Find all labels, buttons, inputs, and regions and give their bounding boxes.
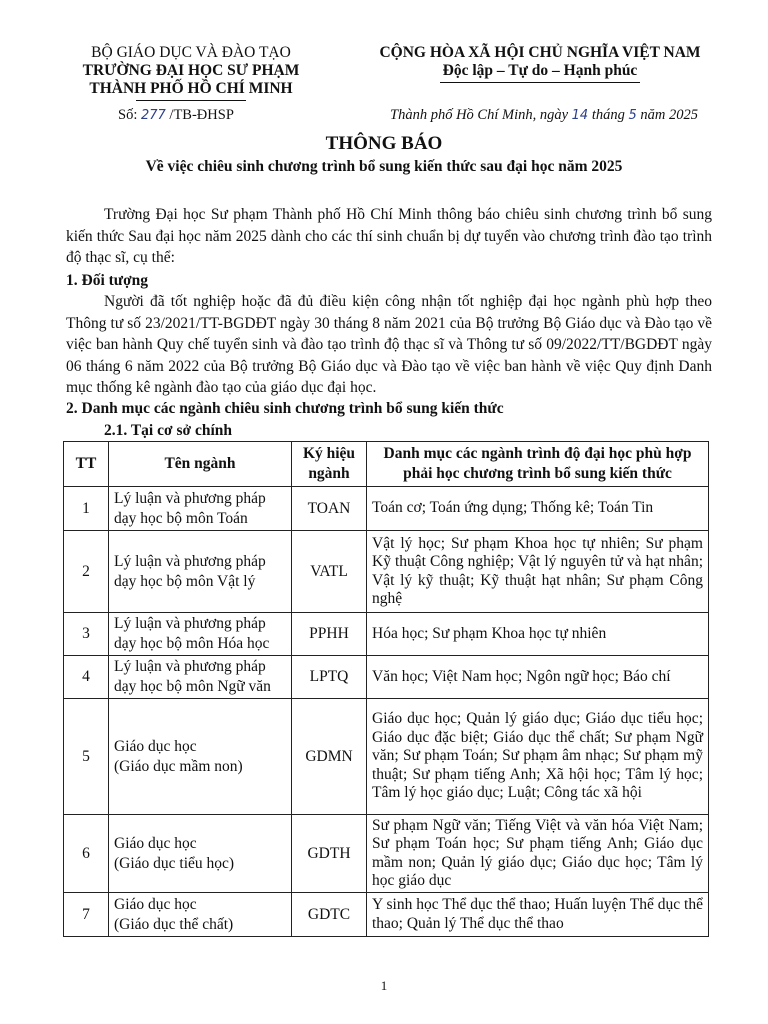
header-tt: TT bbox=[64, 442, 109, 487]
date-month-word: tháng bbox=[591, 107, 625, 123]
major-name-line1: Giáo dục học bbox=[114, 895, 197, 913]
issuer-block bbox=[46, 44, 336, 101]
document-title: THÔNG BÁO bbox=[325, 133, 443, 154]
row-major-name bbox=[109, 656, 292, 699]
row-tt: 5 bbox=[64, 699, 109, 815]
date-year: năm 2025 bbox=[640, 107, 698, 123]
ministry-name: BỘ GIÁO DỤC VÀ ĐÀO TẠO bbox=[91, 44, 291, 61]
header-code-line1: Ký hiệu bbox=[302, 445, 356, 462]
row-related-majors: Sư phạm Ngữ văn; Tiếng Việt và văn hóa Việt Nam; Sư phạm Toán học; Sư phạm tiếng Anh; Giáo dục mầm non; Quản lý giáo dục; Giáo dục học; Tâm lý học giáo dục bbox=[367, 815, 709, 893]
school-name-line1: TRƯỜNG ĐẠI HỌC SƯ PHẠM bbox=[82, 62, 300, 79]
section2-1-heading: 2.1. Tại cơ sở chính bbox=[104, 422, 232, 439]
section1-paragraph: Người đã tốt nghiệp hoặc đã đủ điều kiện công nhận tốt nghiệp đại học ngành phù hợp theo Thông tư số 23/2021/TT-BGDĐT ngày 30 tháng 8 năm 2021 của Bộ trưởng Bộ Giáo dục và Đào tạo về việc ban hành Quy chế tuyển sinh và đào tạo trình độ thạc sĩ và Thông tư số 09/2022/TT/BGDĐT ngày 06 tháng 6 năm 2022 của Bộ trưởng Bộ Giáo dục và Đào tạo về việc ban hành về việc Quy định Danh mục thống kê ngành đào tạo của giáo dục đại học. bbox=[66, 293, 712, 396]
row-major-code: GDTH bbox=[292, 815, 367, 893]
doc-number-prefix: Số: bbox=[118, 107, 138, 123]
row-major-code: GDTC bbox=[292, 893, 367, 937]
row-tt: 4 bbox=[64, 656, 109, 699]
major-name-line1: Giáo dục học bbox=[114, 834, 197, 852]
row-related-majors: Văn học; Việt Nam học; Ngôn ngữ học; Báo chí bbox=[367, 656, 709, 699]
row-major-code: VATL bbox=[292, 531, 367, 613]
school-name-line2: THÀNH PHỐ HỒ CHÍ MINH bbox=[89, 80, 293, 97]
table-row bbox=[64, 893, 709, 937]
major-name-line1: Giáo dục học bbox=[114, 737, 197, 755]
table-row bbox=[64, 531, 709, 613]
row-related-majors: Hóa học; Sư phạm Khoa học tự nhiên bbox=[367, 613, 709, 656]
major-name-line2: (Giáo dục mầm non) bbox=[114, 757, 243, 775]
page-number: 1 bbox=[380, 978, 388, 993]
doc-number-suffix: /TB-ĐHSP bbox=[169, 107, 234, 123]
major-name-line1: Lý luận và phương pháp bbox=[114, 658, 266, 675]
major-name-line1: Lý luận và phương pháp bbox=[114, 552, 266, 570]
national-header-block bbox=[350, 44, 730, 83]
row-major-name bbox=[109, 531, 292, 613]
table-row bbox=[64, 815, 709, 893]
date-month-handwritten: 5 bbox=[628, 108, 637, 123]
row-related-majors: Y sinh học Thể dục thể thao; Huấn luyện Thể dục thể thao; Quản lý Thể dục thể thao bbox=[367, 893, 709, 937]
row-major-code: LPTQ bbox=[292, 656, 367, 699]
header-list-line1: Danh mục các ngành trình độ đại học phù hợp bbox=[383, 445, 692, 462]
major-name-line2: dạy học bộ môn Vật lý bbox=[114, 572, 256, 590]
table-header-row bbox=[64, 442, 709, 487]
doc-number-handwritten: 277 bbox=[140, 108, 166, 123]
row-tt: 3 bbox=[64, 613, 109, 656]
header-list-line2: phải học chương trình bổ sung kiến thức bbox=[403, 465, 672, 482]
table-row bbox=[64, 656, 709, 699]
document-subtitle: Về việc chiêu sinh chương trình bổ sung kiến thức sau đại học năm 2025 bbox=[145, 158, 623, 175]
row-major-code: TOAN bbox=[292, 487, 367, 531]
header-code-line2: ngành bbox=[308, 465, 350, 482]
header-major-name: Tên ngành bbox=[109, 442, 292, 487]
country-name: CỘNG HÒA XÃ HỘI CHỦ NGHĨA VIỆT NAM bbox=[379, 44, 701, 61]
row-major-name bbox=[109, 815, 292, 893]
issue-date bbox=[390, 107, 698, 124]
date-place: Thành phố Hồ Chí Minh, ngày bbox=[390, 107, 569, 123]
major-name-line2: (Giáo dục thể chất) bbox=[114, 915, 234, 933]
date-day-handwritten: 14 bbox=[571, 108, 589, 123]
major-name-line1: Lý luận và phương pháp bbox=[114, 615, 266, 632]
row-tt: 2 bbox=[64, 531, 109, 613]
table-row bbox=[64, 487, 709, 531]
intro-paragraph: Trường Đại học Sư phạm Thành phố Hồ Chí Minh thông báo chiêu sinh chương trình bổ sung kiến thức Sau đại học năm 2025 dành cho các thí sinh chuẩn bị dự tuyển vào chương trình đào tạo trình độ thạc sĩ, cụ thể: bbox=[66, 206, 712, 266]
major-name-line2: dạy học bộ môn Hóa học bbox=[114, 635, 270, 652]
row-related-majors: Toán cơ; Toán ứng dụng; Thống kê; Toán Tin bbox=[367, 487, 709, 531]
row-major-code: PPHH bbox=[292, 613, 367, 656]
row-major-name bbox=[109, 699, 292, 815]
table-row bbox=[64, 613, 709, 656]
document-number bbox=[118, 107, 234, 124]
row-major-name bbox=[109, 487, 292, 531]
majors-table bbox=[63, 441, 709, 937]
major-name-line2: dạy học bộ môn Toán bbox=[114, 509, 248, 527]
row-tt: 6 bbox=[64, 815, 109, 893]
section1-heading: 1. Đối tượng bbox=[66, 272, 149, 289]
major-name-line2: (Giáo dục tiểu học) bbox=[114, 854, 235, 872]
header-related-majors bbox=[367, 442, 709, 487]
row-major-code: GDMN bbox=[292, 699, 367, 815]
row-tt: 7 bbox=[64, 893, 109, 937]
row-related-majors: Giáo dục học; Quản lý giáo dục; Giáo dục tiểu học; Giáo dục đặc biệt; Giáo dục thể chất; Sư phạm Ngữ văn; Sư phạm Toán; Sư phạm âm nhạc; Sư phạm mỹ thuật; Sư phạm tiếng Anh; Xã hội học; Tâm lý học; Tâm lý học giáo dục; Luật; Công tác xã hội bbox=[367, 699, 709, 815]
row-major-name bbox=[109, 613, 292, 656]
row-related-majors: Vật lý học; Sư phạm Khoa học tự nhiên; Sư phạm Kỹ thuật Công nghiệp; Vật lý nguyên tử và hạt nhân; Vật lý kỹ thuật; Kỹ thuật hạt nhân; Sư phạm Công nghệ bbox=[367, 531, 709, 613]
national-motto: Độc lập – Tự do – Hạnh phúc bbox=[442, 62, 638, 79]
major-name-line2: dạy học bộ môn Ngữ văn bbox=[114, 678, 271, 695]
motto-underline bbox=[440, 82, 640, 83]
major-name-line1: Lý luận và phương pháp bbox=[114, 489, 266, 507]
table-row bbox=[64, 699, 709, 815]
row-major-name bbox=[109, 893, 292, 937]
issuer-underline bbox=[136, 100, 246, 101]
header-major-code bbox=[292, 442, 367, 487]
row-tt: 1 bbox=[64, 487, 109, 531]
section2-heading: 2. Danh mục các ngành chiêu sinh chương trình bổ sung kiến thức bbox=[66, 400, 504, 417]
